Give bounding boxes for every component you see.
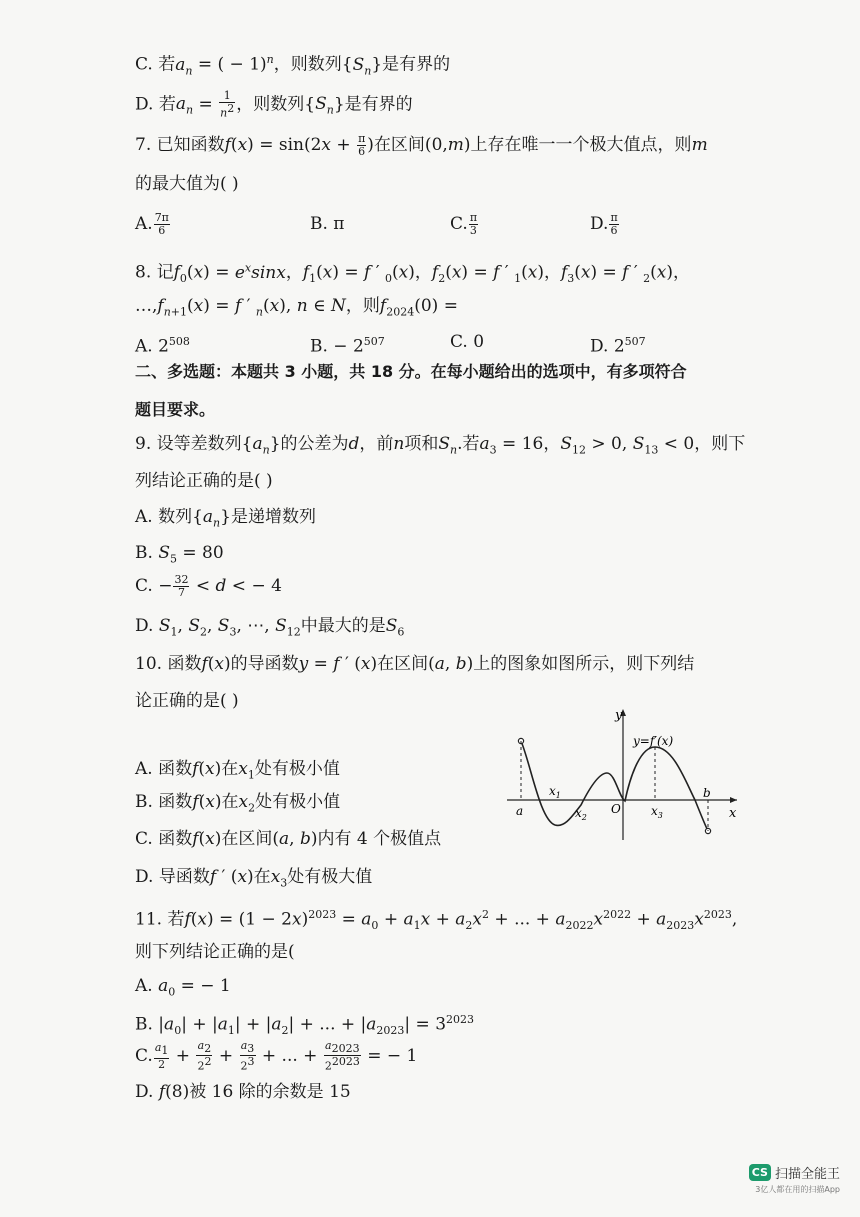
q9-option-d: D. $S_1$, $S_2$, $S_3$, ⋯, $S_{12}$中最大的是$S_6$ [135,616,405,639]
q11-option-a: A. $a_0$ = − 1 [135,976,231,999]
question-9-cont: 列结论正确的是( ) [135,471,273,491]
x-axis-arrow [730,797,737,803]
q9-option-b: B. $S_5 = 80$ [135,543,224,566]
label-x2: $x_2$ [575,806,587,822]
section-2-header: 二、多选题：本题共 3 小题，共 18 分。在每小题给出的选项中，有多项符合 [135,362,687,381]
question-10: 10. 函数f(x)的导函数y = f ′ (x)在区间(a, b)上的图象如图所示，则下列结 [135,654,695,674]
q10-option-a: A. 函数f(x)在$x_1$处有极小值 [135,759,340,782]
app-name: 扫描全能王 [774,1167,840,1182]
question-8-cont: $\dots,f_{n+1}(x) = f$ ′ $_n$(x), n ∈ N，则$f_{2024}(0)$ = [135,296,458,319]
q11-option-c: C. $\frac{a_1}{2}$ + $\frac{a_2}{2^2}$ + $\frac{a_3}{2^3}$ + ... + $\frac{a_{2023}}{2^{2023}}$ = − 1 [135,1039,418,1073]
q11-option-b: B. $|a_0| + |a_1| + |a_2|$ + ... + $|a_{2023}| = 3^{2023}$ [135,1013,475,1038]
option-6c: C. 若$a_n$ = ( − 1)$^n$，则数列$\{S_n\}$是有界的 [135,53,451,78]
app-tagline: 3亿人都在用的扫描App [755,1185,840,1194]
question-11: 11. 若$f(x) = (1 - 2x)^{2023} = a_0 + a_1x + a_2x^2$ + ... + $a_{2022}x^{2022} + a_{2023}x^{2023}$, [135,908,738,933]
label-o: O [611,802,621,816]
q9-option-c: C. − $\frac{32}{7}$ < d < − 4 [135,573,282,599]
q8-option-d: D. $2^{507}$ [590,335,646,357]
cs-logo-icon: CS [749,1164,771,1181]
q7-option-d: D. $\frac{\pi}{6}$ [590,211,618,237]
question-10-cont: 论正确的是( ) [135,691,239,711]
question-7: 7. 已知函数f(x) = sin(2x + $\frac{\pi}{6}$ )在区间(0,m)上存在唯一一个极大值点，则m [135,132,708,158]
label-y: y [615,708,623,723]
q10-option-d: D. 导函数f ′ (x)在$x_3$处有极大值 [135,867,373,890]
q7-option-a: A. $\frac{7\pi}{6}$ [135,211,169,237]
q10-option-b: B. 函数f(x)在$x_2$处有极小值 [135,792,341,815]
label-x1: $x_1$ [549,784,561,800]
label-x3: $x_3$ [651,804,663,820]
option-6d: D. 若$a_n$ = $\frac{1}{n^2}$ ，则数列$\{S_n\}$是有界的 [135,89,413,120]
q8-option-b: B. − $2^{507}$ [310,335,385,357]
q8-option-c: C. 0 [450,332,485,352]
q7-option-c: C. $\frac{\pi}{3}$ [450,211,478,237]
question-7-cont: 的最大值为( ) [135,174,239,194]
question-8: 8. 记$f_0(x) = e^x\sin x$，$f_1(x) = f$ ′ $_0$(x)，$f_2(x) = f$ ′ $_1$(x)，$f_3(x) = f$ ′ $_2$(x)， [135,261,691,286]
label-b: b [703,786,711,800]
question-9: 9. 设等差数列$\{a_n\}$的公差为d，前n项和$S_n$.若$a_3 = 16$，$S_{12} > 0$, $S_{13} < 0$，则下 [135,434,746,457]
q7-option-b: B. π [310,214,345,234]
q8-option-a: A. $2^{508}$ [135,335,190,357]
question-11-cont: 则下列结论正确的是( [135,942,295,962]
derivative-graph [505,705,745,845]
q10-option-c: C. 函数f(x)在区间(a, b)内有 4 个极值点 [135,829,442,849]
section-2-header-cont: 题目要求。 [135,400,216,419]
q11-option-d: D. f(8)被 16 除的余数是 15 [135,1082,351,1102]
label-x: x [729,806,737,821]
label-func: y=f′(x) [633,734,674,748]
q9-option-a: A. 数列$\{a_n\}$是递增数列 [135,507,316,530]
label-a: a [516,804,524,818]
scanner-watermark [749,1163,840,1195]
